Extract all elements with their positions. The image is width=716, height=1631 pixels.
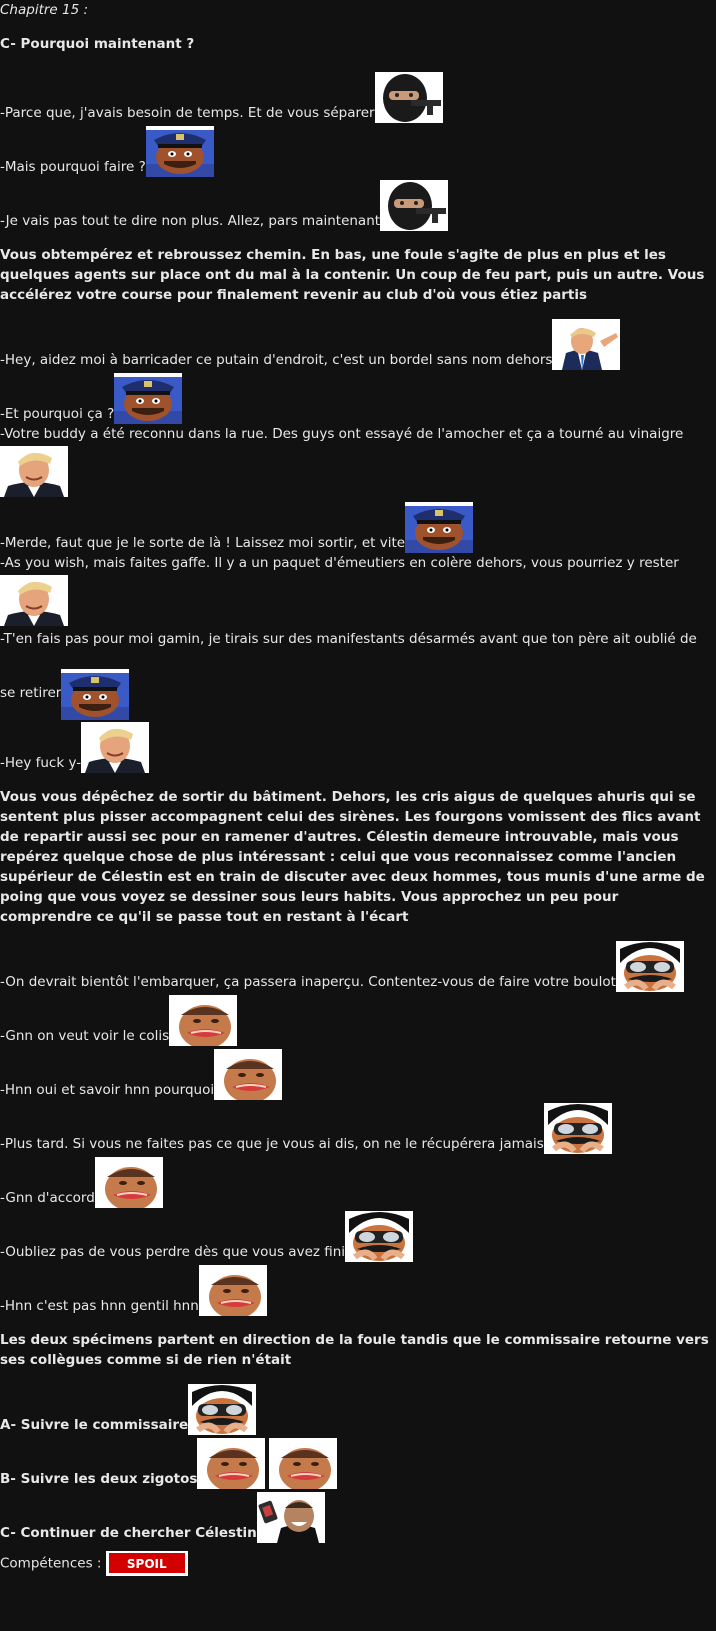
question-heading: C- Pourquoi maintenant ? (0, 36, 195, 52)
risitas-sticker-icon (199, 1265, 267, 1316)
trump-face-sticker-icon (0, 446, 68, 497)
laughing-man-sticker-icon (257, 1492, 325, 1543)
sticker-line (0, 446, 716, 497)
police-cap-sticker-icon (114, 373, 182, 424)
dialogue-line: -Hnn c'est pas hnn gentil hnn (0, 1265, 716, 1316)
dialogue-line: -Parce que, j'avais besoin de temps. Et de vous séparer (0, 72, 716, 123)
police-cap-sticker-icon (61, 669, 129, 720)
dialogue-line: -Hey fuck y- (0, 722, 716, 773)
balaclava-sticker-icon (375, 72, 443, 123)
dialogue-line: -Gnn on veut voir le colis (0, 995, 716, 1046)
skills-row (0, 1551, 716, 1576)
dialogue-line: -Mais pourquoi faire ? (0, 126, 716, 177)
sunglasses-mustache-sticker-icon (345, 1211, 413, 1262)
sunglasses-mustache-sticker-icon (616, 941, 684, 992)
dialogue-line: -Oubliez pas de vous perdre dès que vous avez fini (0, 1211, 716, 1262)
trump-pointing-sticker-icon (552, 319, 620, 370)
risitas-sticker-icon (269, 1438, 337, 1489)
sunglasses-mustache-sticker-icon (188, 1384, 256, 1435)
risitas-sticker-icon (169, 995, 237, 1046)
choice-b: B- Suivre les deux zigotos (0, 1438, 716, 1489)
dialogue-line: -Votre buddy a été reconnu dans la rue. Des guys ont essayé de l'amocher et ça a tourné au vinaigre (0, 426, 684, 442)
dialogue-line: -Hey, aidez moi à barricader ce putain d'endroit, c'est un bordel sans nom dehors (0, 319, 716, 370)
dialogue-line: -On devrait bientôt l'embarquer, ça passera inaperçu. Contentez-vous de faire votre boulot (0, 941, 716, 992)
dialogue-line: -Merde, faut que je le sorte de là ! Laissez moi sortir, et vite (0, 502, 716, 553)
narration-paragraph: Les deux spécimens partent en direction de la foule tandis que le commissaire retourne vers ses collègues comme si de rien n'était (0, 1332, 709, 1368)
narration-paragraph: Vous vous dépêchez de sortir du bâtiment. Dehors, les cris aigus de quelques ahuris qui se sentent plus pisser accompagnent celui des sirènes. Les fourgons vomissent des flics avant de repartir aussi sec pour en ramener d'autres. Célestin demeure introuvable, mais vous repérez quelque chose de plus intéressant : celui que vous reconnaissez comme l'ancien supérieur de Célestin est en train de discuter avec deux hommes, tous munis d'une arme de poing que vous voyez se dessiner sous leurs habits. Vous approchez un peu pour comprendre ce qu'il se passe tout en restant à l'écart (0, 789, 705, 925)
balaclava-sticker-icon (380, 180, 448, 231)
risitas-sticker-icon (197, 1438, 265, 1489)
police-cap-sticker-icon (146, 126, 214, 177)
police-cap-sticker-icon (405, 502, 473, 553)
narration-paragraph: Vous obtempérez et rebroussez chemin. En bas, une foule s'agite de plus en plus et les quelques agents sur place ont du mal à la contenir. Un coup de feu part, puis un autre. Vous accélérez votre course pour finalement revenir au club d'où vous étiez partis (0, 247, 705, 303)
dialogue-line: -As you wish, mais faites gaffe. Il y a un paquet d'émeutiers en colère dehors, vous pourriez y rester (0, 555, 679, 571)
trump-face-sticker-icon (81, 722, 149, 773)
dialogue-line: -Hnn oui et savoir hnn pourquoi (0, 1049, 716, 1100)
dialogue-line: -Plus tard. Si vous ne faites pas ce que je vous ai dis, on ne le récupérera jamais (0, 1103, 716, 1154)
skills-label: Compétences : (0, 1555, 102, 1572)
dialogue-line: -Et pourquoi ça ? (0, 373, 716, 424)
choice-c: C- Continuer de chercher Célestin (0, 1492, 716, 1543)
trump-face-sticker-icon (0, 575, 68, 626)
sunglasses-mustache-sticker-icon (544, 1103, 612, 1154)
spoil-button[interactable]: SPOIL (109, 1553, 185, 1573)
dialogue-line: -T'en fais pas pour moi gamin, je tirais sur des manifestants désarmés avant que ton père ait oublié de se retirer (0, 612, 716, 720)
risitas-sticker-icon (95, 1157, 163, 1208)
dialogue-line: -Gnn d'accord (0, 1157, 716, 1208)
dialogue-line: -Je vais pas tout te dire non plus. Allez, pars maintenant (0, 180, 716, 231)
chapter-title: Chapitre 15 : (0, 2, 89, 18)
risitas-sticker-icon (214, 1049, 282, 1100)
spoil-container (106, 1551, 188, 1576)
choice-a: A- Suivre le commissaire (0, 1384, 716, 1435)
